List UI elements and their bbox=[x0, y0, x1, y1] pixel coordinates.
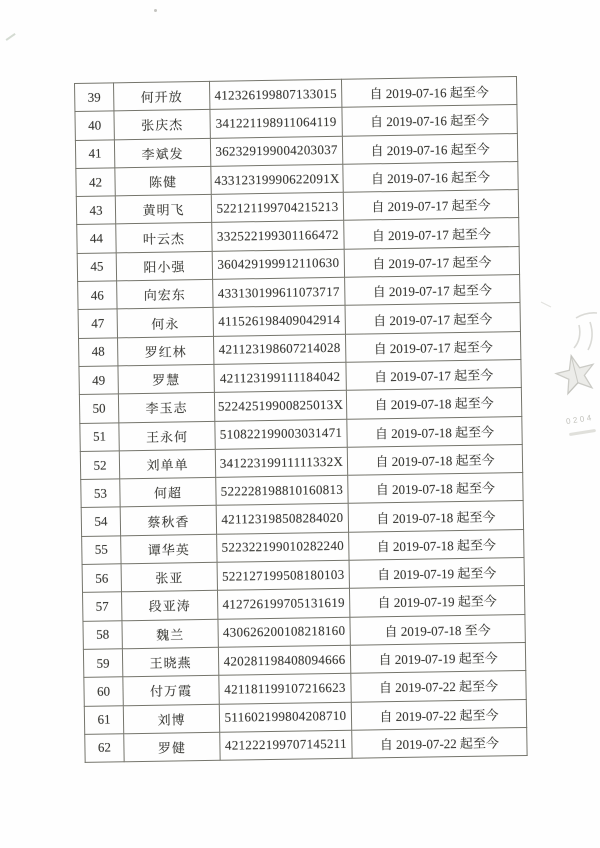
period-cell: 自 2019-07-16 起至今 bbox=[342, 105, 517, 136]
name-cell: 刘单单 bbox=[119, 449, 215, 479]
period-cell: 自 2019-07-17 起至今 bbox=[343, 190, 518, 221]
name-cell: 罗慧 bbox=[118, 364, 214, 394]
id-number-cell: 421181199107216623 bbox=[219, 673, 351, 703]
row-number-cell: 52 bbox=[80, 451, 119, 480]
scan-speck bbox=[154, 9, 157, 12]
id-number-cell: 52242519900825013X bbox=[214, 391, 346, 421]
id-number-cell: 421123198508284020 bbox=[216, 504, 348, 534]
name-cell: 蔡秋香 bbox=[120, 506, 216, 536]
name-cell: 李斌发 bbox=[114, 138, 210, 168]
id-number-cell: 341221198911064119 bbox=[210, 108, 342, 138]
name-cell: 段亚涛 bbox=[122, 591, 218, 621]
name-cell: 叶云杰 bbox=[116, 223, 212, 253]
stamp-fragment bbox=[538, 292, 600, 447]
row-number-cell: 62 bbox=[85, 734, 124, 763]
row-number-cell: 46 bbox=[78, 281, 117, 310]
row-number-cell: 58 bbox=[83, 620, 122, 649]
period-cell: 自 2019-07-18 起至今 bbox=[346, 388, 521, 419]
row-number-cell: 40 bbox=[75, 111, 114, 140]
name-cell: 王永何 bbox=[119, 421, 215, 451]
row-number-cell: 44 bbox=[77, 224, 116, 253]
id-number-cell: 412726199705131619 bbox=[217, 589, 349, 619]
id-number-cell: 421222199707145211 bbox=[220, 730, 352, 760]
id-number-cell: 421123198607214028 bbox=[213, 334, 345, 364]
name-cell: 阳小强 bbox=[116, 251, 212, 281]
period-cell: 自 2019-07-17 起至今 bbox=[344, 246, 519, 277]
name-cell: 谭华英 bbox=[121, 534, 217, 564]
name-cell: 何超 bbox=[120, 477, 216, 507]
row-number-cell: 59 bbox=[83, 649, 122, 678]
name-cell: 付万霞 bbox=[123, 676, 219, 706]
period-cell: 自 2019-07-16 起至今 bbox=[342, 133, 517, 164]
period-cell: 自 2019-07-17 起至今 bbox=[344, 218, 519, 249]
row-number-cell: 39 bbox=[75, 83, 114, 112]
name-cell: 王晓燕 bbox=[122, 647, 218, 677]
row-number-cell: 56 bbox=[82, 564, 121, 593]
period-cell: 自 2019-07-22 起至今 bbox=[352, 727, 527, 758]
id-number-cell: 430626200108218160 bbox=[218, 617, 350, 647]
row-number-cell: 61 bbox=[84, 705, 123, 734]
roster-table bbox=[74, 76, 528, 763]
period-cell: 自 2019-07-16 起至今 bbox=[343, 161, 518, 192]
row-number-cell: 41 bbox=[75, 139, 114, 168]
id-number-cell: 412326199807133015 bbox=[209, 79, 341, 109]
row-number-cell: 50 bbox=[79, 394, 118, 423]
row-number-cell: 55 bbox=[82, 536, 121, 565]
row-number-cell: 49 bbox=[79, 366, 118, 395]
id-number-cell: 411526198409042914 bbox=[213, 306, 345, 336]
row-number-cell: 53 bbox=[81, 479, 120, 508]
period-cell: 自 2019-07-18 起至今 bbox=[349, 529, 524, 560]
id-number-cell: 511602199804208710 bbox=[219, 702, 351, 732]
period-cell: 自 2019-07-19 起至今 bbox=[349, 558, 524, 589]
row-number-cell: 43 bbox=[76, 196, 115, 225]
row-number-cell: 42 bbox=[76, 168, 115, 197]
id-number-cell: 522121199704215213 bbox=[211, 192, 343, 222]
period-cell: 自 2019-07-22 起至今 bbox=[351, 699, 526, 730]
id-number-cell: 522228198810160813 bbox=[216, 475, 348, 505]
id-number-cell: 510822199003031471 bbox=[215, 419, 347, 449]
period-cell: 自 2019-07-18 起至今 bbox=[348, 473, 523, 504]
period-cell: 自 2019-07-17 起至今 bbox=[346, 359, 521, 390]
period-cell: 自 2019-07-17 起至今 bbox=[345, 331, 520, 362]
period-cell: 自 2019-07-17 起至今 bbox=[345, 275, 520, 306]
row-number-cell: 60 bbox=[84, 677, 123, 706]
id-number-cell: 332522199301166472 bbox=[212, 221, 344, 251]
id-number-cell: 433130199611073717 bbox=[213, 277, 345, 307]
id-number-cell: 420281198408094666 bbox=[218, 645, 350, 675]
period-cell: 自 2019-07-16 起至今 bbox=[341, 77, 516, 108]
name-cell: 何永 bbox=[117, 308, 213, 338]
period-cell: 自 2019-07-22 起至今 bbox=[351, 671, 526, 702]
name-cell: 向宏东 bbox=[117, 279, 213, 309]
id-number-cell: 522322199010282240 bbox=[217, 532, 349, 562]
name-cell: 何开放 bbox=[114, 81, 210, 111]
period-cell: 自 2019-07-19 起至今 bbox=[350, 642, 525, 673]
stamp-smudge bbox=[569, 429, 596, 436]
stamp-star-icon bbox=[538, 292, 600, 447]
scan-corner-mark bbox=[6, 33, 16, 41]
period-cell: 自 2019-07-18 起至今 bbox=[347, 416, 522, 447]
period-cell: 自 2019-07-19 起至今 bbox=[349, 586, 524, 617]
name-cell: 张亚 bbox=[121, 562, 217, 592]
row-number-cell: 47 bbox=[78, 309, 117, 338]
row-number-cell: 45 bbox=[77, 253, 116, 282]
name-cell: 黄明飞 bbox=[115, 195, 211, 225]
id-number-cell: 34122319911111332X bbox=[215, 447, 347, 477]
id-number-cell: 360429199912110630 bbox=[212, 249, 344, 279]
id-number-cell: 522127199508180103 bbox=[217, 560, 349, 590]
name-cell: 罗健 bbox=[124, 732, 220, 762]
period-cell: 自 2019-07-18 起至今 bbox=[348, 501, 523, 532]
row-number-cell: 48 bbox=[79, 338, 118, 367]
name-cell: 刘博 bbox=[123, 704, 219, 734]
stamp-digits: 0204 bbox=[565, 412, 595, 427]
period-cell: 自 2019-07-17 起至今 bbox=[345, 303, 520, 334]
row-number-cell: 54 bbox=[81, 507, 120, 536]
name-cell: 陈健 bbox=[115, 166, 211, 196]
name-cell: 魏兰 bbox=[122, 619, 218, 649]
period-cell: 自 2019-07-18 至今 bbox=[350, 614, 525, 645]
name-cell: 李玉志 bbox=[118, 393, 214, 423]
period-cell: 自 2019-07-18 起至今 bbox=[347, 444, 522, 475]
id-number-cell: 421123199111184042 bbox=[214, 362, 346, 392]
table-row bbox=[85, 727, 527, 762]
row-number-cell: 57 bbox=[83, 592, 122, 621]
id-number-cell: 43312319990622091X bbox=[211, 164, 343, 194]
name-cell: 罗红林 bbox=[118, 336, 214, 366]
id-number-cell: 362329199004203037 bbox=[210, 136, 342, 166]
name-cell: 张庆杰 bbox=[114, 110, 210, 140]
row-number-cell: 51 bbox=[80, 422, 119, 451]
